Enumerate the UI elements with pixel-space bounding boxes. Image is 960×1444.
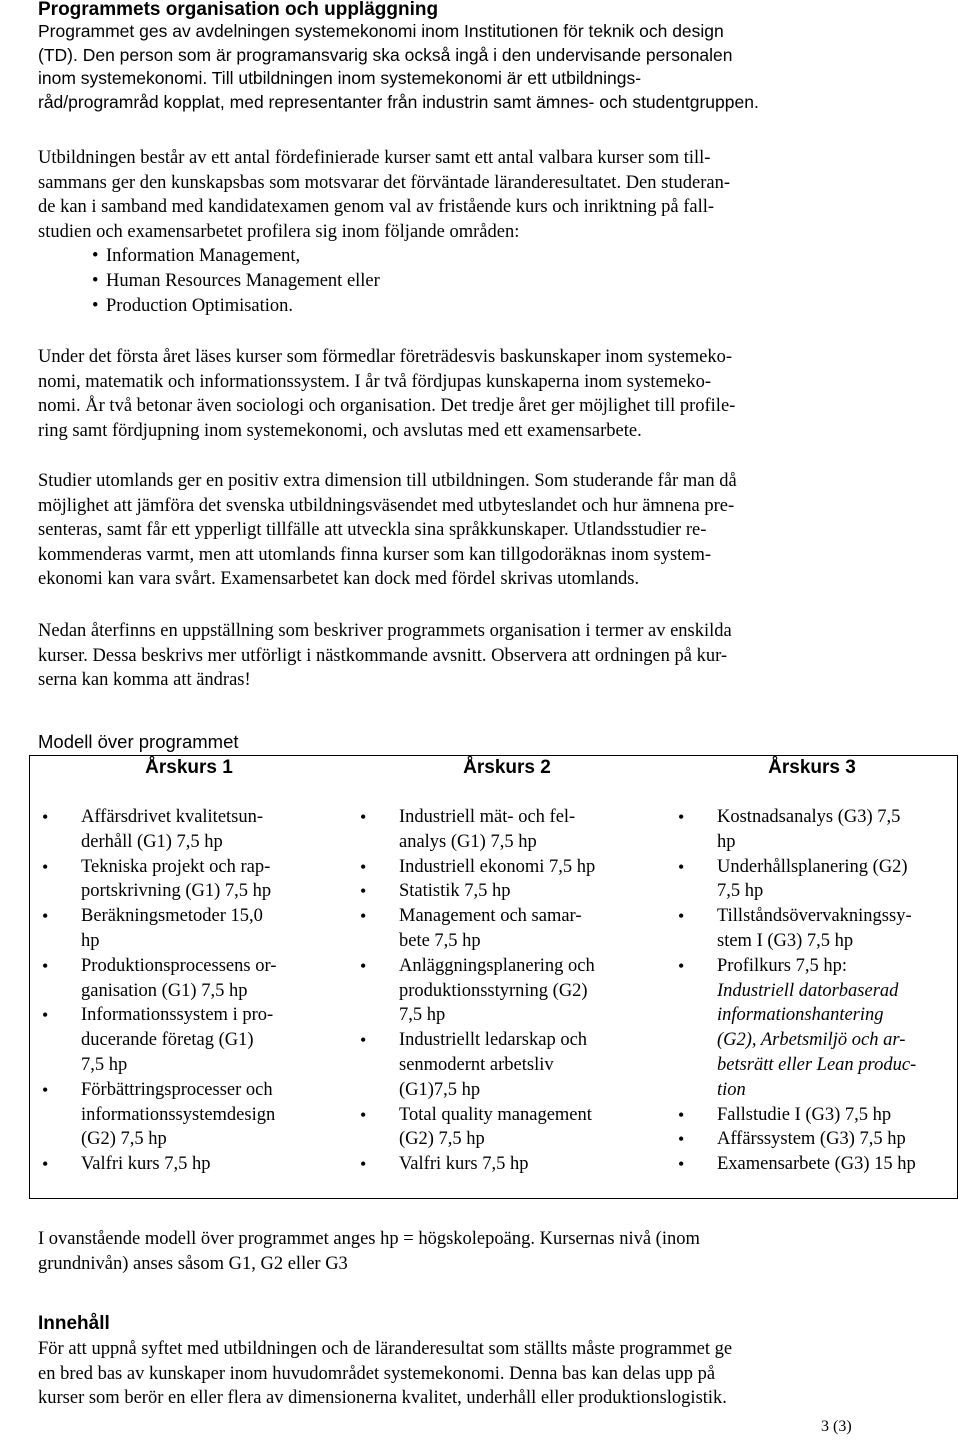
text-line: (TD). Den person som är programansvarig ska också ingå i den undervisande personalen [38, 44, 733, 65]
course-item [348, 904, 666, 954]
list-item: • Human Resources Management eller [106, 269, 928, 294]
course-line: senmodernt arbetsliv [399, 1054, 554, 1075]
text-line: grundnivån) anses såsom G1, G2 eller G3 [38, 1253, 348, 1274]
course-line: Affärssystem (G3) 7,5 hp [717, 1129, 906, 1150]
bullet-icon: • [42, 1154, 49, 1175]
course-item [666, 1103, 958, 1128]
course-list [30, 805, 348, 1177]
year-title: Årskurs 3 [768, 757, 856, 778]
bullet-icon: • [42, 1005, 49, 1026]
course-item [666, 954, 958, 1103]
course-line: Affärsdrivet kvalitetsun- [81, 807, 264, 827]
bullet-icon: • [42, 856, 49, 877]
course-line: ducerande företag (G1) [81, 1030, 254, 1051]
course-item [30, 1003, 348, 1077]
year-column-1 [30, 756, 348, 1198]
bullet-icon: • [360, 856, 367, 877]
bullet-icon: • [360, 1154, 367, 1175]
text-line: inom systemekonomi. Till utbildningen inom systemekonomi är ett utbildnings- [38, 68, 642, 89]
course-line: 7,5 hp [81, 1054, 128, 1075]
course-line: Industriellt ledarskap och [399, 1030, 588, 1051]
bullet-icon: • [678, 906, 685, 927]
text-line: Utbildningen består av ett antal fördefinierade kurser samt ett antal valbara kurser som till- [38, 148, 711, 168]
course-item [348, 954, 666, 1028]
course-line: 7,5 hp [399, 1005, 446, 1026]
bullet-icon: • [678, 955, 685, 976]
bullet-icon: • [360, 1104, 367, 1125]
text-line: en bred bas av kunskaper inom huvudområdet systemekonomi. Denna bas kan delas upp på [38, 1363, 716, 1384]
course-item [666, 904, 958, 954]
paragraph-education-structure [38, 146, 928, 318]
course-item [348, 879, 666, 904]
intro-paragraph [38, 20, 918, 114]
course-line: Industriell ekonomi 7,5 hp [399, 856, 596, 877]
course-line: Fallstudie I (G3) 7,5 hp [717, 1104, 892, 1125]
course-line: ganisation (G1) 7,5 hp [81, 980, 248, 1001]
text-line: Nedan återfinns en uppställning som beskriver programmets organisation i termer av enskilda [38, 621, 732, 641]
text-line: råd/programråd kopplat, med representanter från industrin samt ämnes- och studentgruppen. [38, 91, 759, 112]
course-item [666, 1152, 958, 1177]
profile-areas-list [38, 244, 928, 318]
course-item [666, 855, 958, 905]
innehall-heading: Innehåll [38, 1313, 110, 1334]
text-line: För att uppnå syftet med utbildningen och de läranderesultat som ställts måste programmet ge [38, 1339, 733, 1359]
text-line: kurser som berör en eller flera av dimensionerna kvalitet, underhåll eller produktionslogistik. [38, 1388, 727, 1409]
bullet-icon: • [92, 246, 99, 267]
bullet-icon: • [360, 955, 367, 976]
year-title: Årskurs 1 [145, 757, 233, 778]
course-item [348, 855, 666, 880]
course-line: bete 7,5 hp [399, 930, 481, 951]
text-line: möjlighet att jämföra det svenska utbildningsväsendet med utbyteslandet och hur ämnena pre- [38, 495, 735, 516]
text-line: serna kan komma att ändras! [38, 670, 251, 691]
bullet-icon: • [92, 295, 99, 316]
text-line: senteras, samt får ett ypperligt tillfälle att utveckla sina språkkunskaper. Utlandsstudier re- [38, 520, 707, 541]
text-line: ring samt fördjupning inom systemekonomi, och avslutas med ett examensarbete. [38, 420, 642, 441]
text-line: kommenderas varmt, men att utomlands finna kurser som kan tillgodoräknas inom system- [38, 544, 712, 565]
course-item [666, 1127, 958, 1152]
bullet-icon: • [678, 1104, 685, 1125]
course-line: portskrivning (G1) 7,5 hp [81, 881, 272, 902]
text-line: Under det första året läses kurser som förmedlar företrädesvis baskunskaper inom systemeko- [38, 347, 733, 367]
course-line: Valfri kurs 7,5 hp [399, 1154, 529, 1175]
course-line: Management och samar- [399, 906, 582, 927]
course-item [666, 805, 958, 855]
course-line: Statistik 7,5 hp [399, 881, 511, 902]
course-line: Examensarbete (G3) 15 hp [717, 1154, 916, 1175]
course-line: 7,5 hp [717, 881, 764, 902]
course-item [30, 805, 348, 855]
bullet-icon: • [42, 955, 49, 976]
course-line: derhåll (G1) 7,5 hp [81, 831, 223, 852]
course-line: Total quality management [399, 1104, 592, 1125]
text-line: nomi, matematik och informationssystem. I år två fördjupas kunskaperna inom systemeko- [38, 371, 712, 392]
course-item [348, 805, 666, 855]
bullet-icon: • [678, 1129, 685, 1150]
course-line: stem I (G3) 7,5 hp [717, 930, 854, 951]
course-line: Informationssystem i pro- [81, 1005, 274, 1026]
bullet-icon: • [92, 270, 99, 291]
course-item [30, 1152, 348, 1177]
course-item [348, 1152, 666, 1177]
course-item [348, 1103, 666, 1153]
year-title: Årskurs 2 [463, 757, 551, 778]
text-line: Studier utomlands ger en positiv extra dimension till utbildningen. Som studerande får man då [38, 471, 737, 491]
course-line-italic: Industriell datorbaserad [717, 980, 899, 1001]
course-item [348, 1028, 666, 1102]
course-list [666, 805, 958, 1177]
text-line: Programmet ges av avdelningen systemekonomi inom Institutionen för teknik och design [38, 21, 724, 41]
course-item [30, 1078, 348, 1152]
course-line: Tillståndsövervakningssy- [717, 906, 912, 927]
course-line: Anläggningsplanering och [399, 955, 595, 976]
course-line-italic: betsrätt eller Lean produc- [717, 1054, 917, 1075]
paragraph-studies-abroad [38, 469, 928, 592]
course-item [30, 904, 348, 954]
course-line: informationssystemdesign [81, 1104, 276, 1125]
list-item: • Production Optimisation. [106, 294, 928, 319]
bullet-icon: • [678, 807, 685, 827]
course-line: Valfri kurs 7,5 hp [81, 1154, 211, 1175]
course-line: (G1)7,5 hp [399, 1079, 481, 1100]
text-line: sammans ger den kunskapsbas som motsvarar det förväntade läranderesultatet. Den studeran- [38, 172, 730, 193]
course-line: Kostnadsanalys (G3) 7,5 [717, 807, 901, 827]
course-line-italic: tion [717, 1079, 746, 1100]
course-line: Profilkurs 7,5 hp: [717, 955, 848, 976]
course-line: (G2) 7,5 hp [81, 1129, 167, 1150]
course-line: analys (G1) 7,5 hp [399, 831, 537, 852]
paragraph-course-overview [38, 619, 928, 693]
year-column-2 [348, 756, 666, 1198]
paragraph-hp-explanation [38, 1227, 928, 1276]
course-item [30, 954, 348, 1004]
bullet-icon: • [678, 1154, 685, 1175]
bullet-icon: • [360, 881, 367, 902]
course-list [348, 805, 666, 1177]
bullet-icon: • [42, 1079, 49, 1100]
bullet-icon: • [360, 906, 367, 927]
course-line-italic: (G2), Arbetsmiljö och ar- [717, 1030, 906, 1051]
course-line: produktionsstyrning (G2) [399, 980, 588, 1001]
bullet-icon: • [360, 1030, 367, 1051]
course-line: Beräkningsmetoder 15,0 [81, 906, 263, 927]
bullet-icon: • [42, 807, 49, 827]
bullet-icon: • [678, 856, 685, 877]
course-line: (G2) 7,5 hp [399, 1129, 485, 1150]
list-item: • Information Management, [106, 244, 928, 269]
text-line: I ovanstående modell över programmet anges hp = högskolepoäng. Kursernas nivå (inom [38, 1229, 700, 1249]
text-line: ekonomi kan vara svårt. Examensarbetet kan dock med fördel skrivas utomlands. [38, 569, 640, 590]
course-line: hp [717, 831, 736, 852]
course-line: Förbättringsprocesser och [81, 1079, 273, 1100]
section-heading: Programmets organisation och uppläggning [38, 0, 439, 20]
course-line: Industriell mät- och fel- [399, 807, 576, 827]
course-line-italic: informationshantering [717, 1005, 884, 1026]
program-model-table [29, 755, 958, 1199]
course-line: Underhållsplanering (G2) [717, 856, 908, 877]
text-line: de kan i samband med kandidatexamen genom val av fristående kurs och inriktning på fall- [38, 197, 715, 218]
page-number: 3 (3) [821, 1418, 852, 1435]
course-line: Produktionsprocessens or- [81, 955, 277, 976]
model-heading: Modell över programmet [38, 731, 239, 752]
year-column-3 [666, 756, 958, 1198]
text-line: kurser. Dessa beskrivs mer utförligt i nästkommande avsnitt. Observera att ordningen på kur- [38, 645, 728, 666]
course-item [30, 855, 348, 905]
text-line: studien och examensarbetet profilera sig inom följande områden: [38, 221, 520, 242]
course-line: Tekniska projekt och rap- [81, 856, 271, 877]
course-line: hp [81, 930, 100, 951]
innehall-paragraph [38, 1337, 928, 1411]
bullet-icon: • [360, 807, 367, 827]
paragraph-years-overview [38, 345, 928, 443]
text-line: nomi. År två betonar även sociologi och organisation. Det tredje året ger möjlighet till profile- [38, 396, 736, 417]
bullet-icon: • [42, 906, 49, 927]
